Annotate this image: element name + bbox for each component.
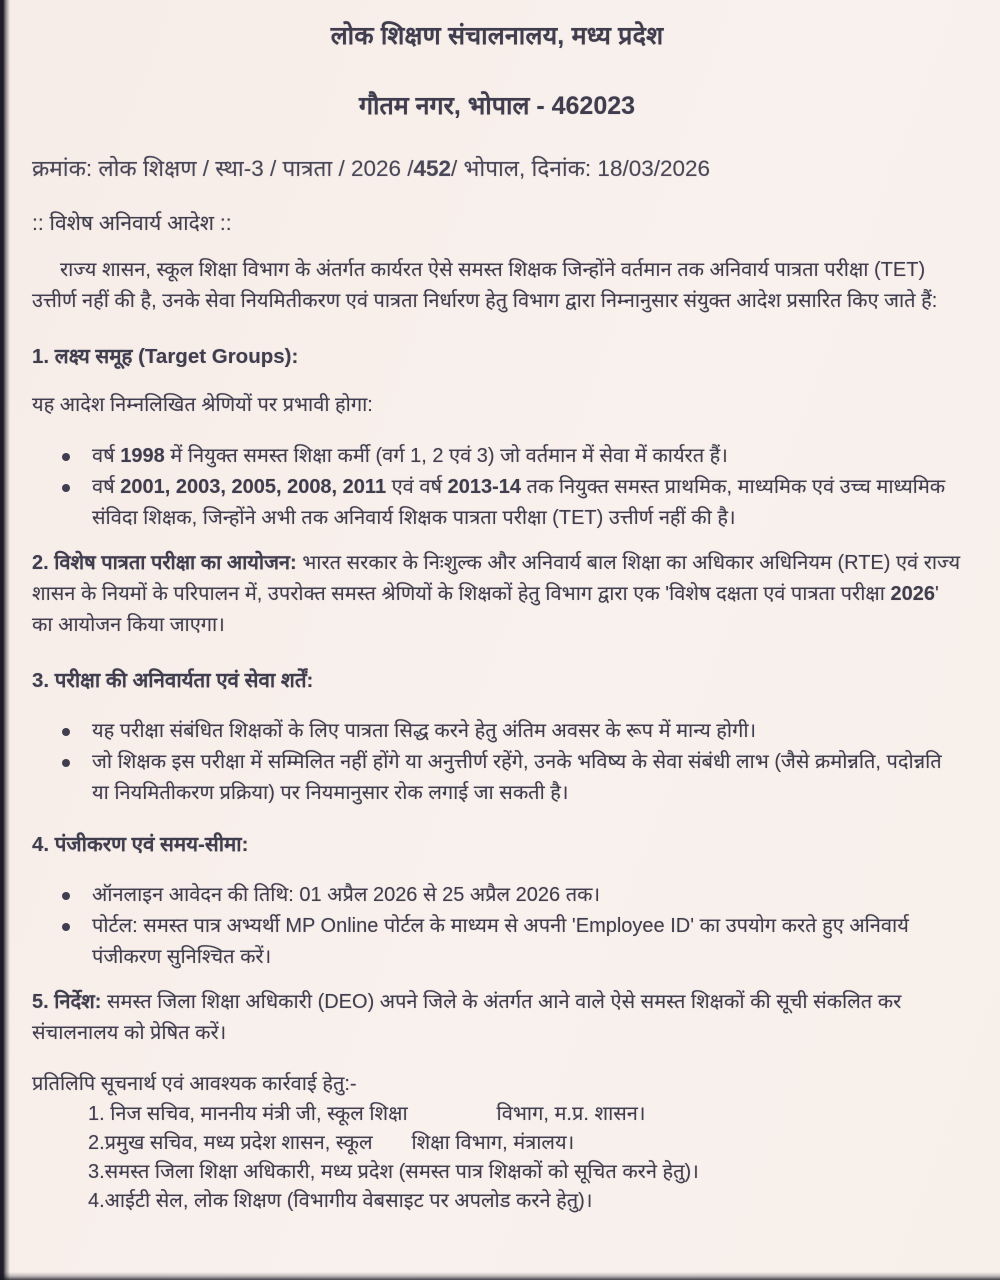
section-1-bullet-list bbox=[32, 441, 962, 534]
cc-item-2: 2.प्रमुख सचिव, मध्य प्रदेश शासन, स्कूल शिक्षा विभाग, मंत्रालय। bbox=[88, 1132, 575, 1154]
order-type-tag: :: विशेष अनिवार्य आदेश :: bbox=[32, 212, 232, 235]
reference-number-line: क्रमांक: लोक शिक्षण / स्था-3 / पात्रता / 2026 /452/ भोपाल, दिनांक: 18/03/2026 bbox=[32, 156, 711, 181]
list-item bbox=[32, 716, 962, 747]
section-3-bullet-2: जो शिक्षक इस परीक्षा में सम्मिलित नहीं होंगे या अनुत्तीर्ण रहेंगे, उनके भविष्य के सेवा संबंधी लाभ (जैसे क्रमोन्नति, पदोन्नति या नियमितीकरण प्रक्रिया) पर नियमानुसार रोक लगाई जा सकती है। bbox=[92, 751, 942, 804]
section-1-bullet-1: वर्ष 1998 में नियुक्त समस्त शिक्षा कर्मी (वर्ग 1, 2 एवं 3) जो वर्तमान में सेवा में कार्यरत हैं। bbox=[92, 445, 728, 467]
bullet-icon bbox=[62, 892, 70, 900]
scan-edge-left bbox=[0, 0, 10, 1280]
section-1-lead: यह आदेश निम्नलिखित श्रेणियों पर प्रभावी होगा: bbox=[32, 394, 373, 416]
intro-paragraph: राज्य शासन, स्कूल शिक्षा विभाग के अंतर्गत कार्यरत ऐसे समस्त शिक्षक जिन्होंने वर्तमान तक अनिवार्य पात्रता परीक्षा (TET) उत्तीर्ण नहीं की है, उनके सेवा नियमितीकरण एवं पात्रता निर्धारण हेतु विभाग द्वारा निम्नानुसार संयुक्त आदेश प्रसारित किए जाते हैं: bbox=[32, 259, 938, 312]
section-1-bullet-2: वर्ष 2001, 2003, 2005, 2008, 2011 एवं वर्ष 2013-14 तक नियुक्त समस्त प्राथमिक, माध्यमिक एवं उच्च माध्यमिक संविदा शिक्षक, जिन्होंने अभी तक अनिवार्य शिक्षक पात्रता परीक्षा (TET) उत्तीर्ण नहीं की है। bbox=[92, 476, 946, 529]
list-item bbox=[32, 472, 962, 534]
cc-item-1: 1. निज सचिव, माननीय मंत्री जी, स्कूल शिक्षा विभाग, म.प्र. शासन। bbox=[88, 1103, 646, 1125]
list-item bbox=[32, 441, 962, 472]
section-3-bullet-1: यह परीक्षा संबंधित शिक्षकों के लिए पात्रता सिद्ध करने हेतु अंतिम अवसर के रूप में मान्य होगी। bbox=[92, 720, 757, 742]
org-title: लोक शिक्षण संचालनालय, मध्य प्रदेश bbox=[330, 22, 664, 50]
section-4-bullet-1: ऑनलाइन आवेदन की तिथि: 01 अप्रैल 2026 से 25 अप्रैल 2026 तक। bbox=[92, 884, 601, 906]
copy-distribution-list bbox=[88, 1100, 962, 1216]
org-address: गौतम नगर, भोपाल - 462023 bbox=[358, 92, 636, 120]
section-3-heading: 3. परीक्षा की अनिवार्यता एवं सेवा शर्तें: bbox=[32, 669, 314, 692]
section-2-paragraph: 2. विशेष पात्रता परीक्षा का आयोजन: भारत सरकार के निःशुल्क और अनिवार्य बाल शिक्षा का अधिकार अधिनियम (RTE) एवं राज्य शासन के नियमों के परिपालन में, उपरोक्त समस्त श्रेणियों के शिक्षकों हेतु विभाग द्वारा एक 'विशेष दक्षता एवं पात्रता परीक्षा 2026' का आयोजन किया जाएगा। bbox=[32, 552, 961, 636]
list-item bbox=[32, 747, 962, 809]
section-4-heading: 4. पंजीकरण एवं समय-सीमा: bbox=[32, 833, 249, 856]
bullet-icon bbox=[62, 453, 70, 461]
copy-distribution-block bbox=[32, 1069, 962, 1216]
section-4-bullet-2: पोर्टल: समस्त पात्र अभ्यर्थी MP Online पोर्टल के माध्यम से अपनी 'Employee ID' का उपयोग करते हुए अनिवार्य पंजीकरण सुनिश्चित करें। bbox=[92, 915, 909, 968]
list-item bbox=[32, 880, 962, 911]
bullet-icon bbox=[62, 923, 70, 931]
list-item bbox=[32, 911, 962, 973]
cc-item-3: 3.समस्त जिला शिक्षा अधिकारी, मध्य प्रदेश (समस्त पात्र शिक्षकों को सूचित करने हेतु)। bbox=[88, 1161, 699, 1183]
scan-edge-bottom bbox=[0, 1272, 1000, 1280]
copy-distribution-heading: प्रतिलिपि सूचनार्थ एवं आवश्यक कार्रवाई हेतु:- bbox=[32, 1073, 357, 1095]
section-4-bullet-list bbox=[32, 880, 962, 973]
bullet-icon bbox=[62, 484, 70, 492]
bullet-icon bbox=[62, 759, 70, 767]
section-1-heading: 1. लक्ष्य समूह (Target Groups): bbox=[32, 345, 299, 368]
section-5-paragraph: 5. निर्देश: समस्त जिला शिक्षा अधिकारी (DEO) अपने जिले के अंतर्गत आने वाले ऐसे समस्त शिक्षकों की सूची संकलित कर संचालनालय को प्रेषित करें। bbox=[32, 991, 902, 1044]
bullet-icon bbox=[62, 728, 70, 736]
section-3-bullet-list bbox=[32, 716, 962, 809]
cc-item-4: 4.आईटी सेल, लोक शिक्षण (विभागीय वेबसाइट पर अपलोड करने हेतु)। bbox=[88, 1190, 593, 1212]
